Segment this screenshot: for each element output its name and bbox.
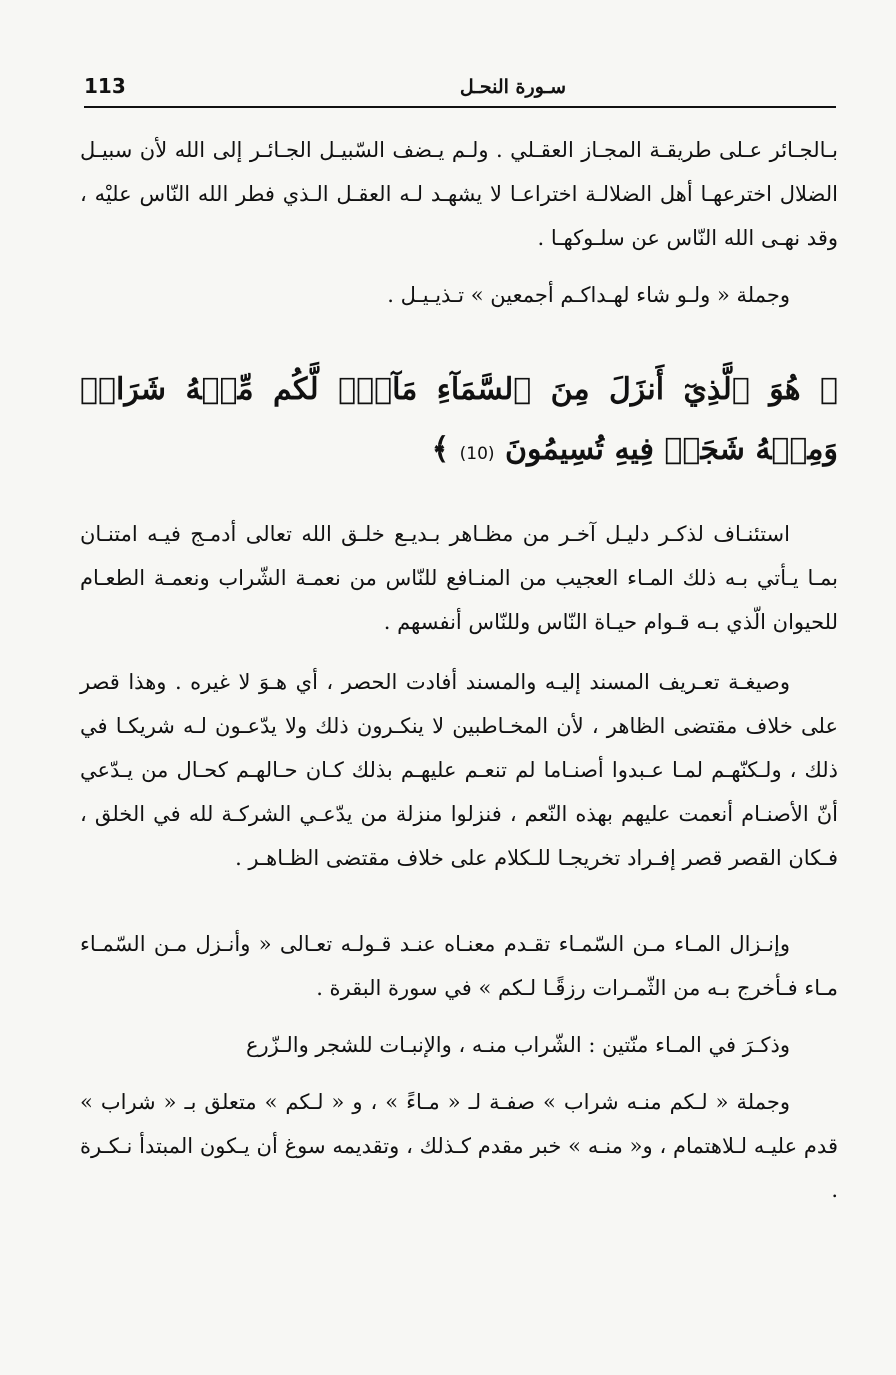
paragraph-4-text: وصيغـة تعـريف المسند إليـه والمسند أفادت الحصر ، أي هـوَ لا غيره . وهذا قصر على خلاف مقتضى الظاهر ، لأن المخـاطبين لا ينكـرون ذلك ولا يدّعـون لـه شريكـا في ذلك ، ولـكنّهـم لمـا عـبدوا أصنـاما لم تنعـم عليهـم بذلك كـان حـالهـم كحـال من يـدّعي أنّ الأصنـام أنعمت عليهم بهذه النّعم ، فنزلوا منزلة من يدّعـي الشركـة لله في الخلق ، فـكان القصر قصر إفـراد تخريجـا للـكلام على خلاف مقتضى الظـاهـر . xyxy=(80,670,838,870)
paragraph-3 xyxy=(80,512,838,644)
surah-title: سـورة النحـل xyxy=(459,76,566,98)
paragraph-5 xyxy=(80,922,838,1010)
paragraph-3-text: استئنـاف لذكـر دليـل آخـر من مظـاهر بـديـع خلـق الله تعالى أدمـج فيـه امتنـان بمـا يـأتي بـه ذلك المـاء العجيب من المنـافع للنّاس من نعمـة الشّراب ونعمـة الطعـام للحيوان الّذي بـه قـوام حيـاة النّاس وللنّاس أنفسهم . xyxy=(80,522,838,634)
quran-verse xyxy=(80,360,838,484)
paragraph-2-text: وجملة « ولـو شاء لهـداكـم أجمعين » تـذيـيـل . xyxy=(387,283,790,307)
verse-text: هُوَ ٱلَّذِيٓ أَنزَلَ مِنَ ٱلسَّمَآءِ مَآءٗۖ لَّكُم مِّنۡهُ شَرَابٞ وَمِنۡهُ شَجَرٞ فِيهِ تُسِيمُونَ xyxy=(80,372,838,467)
paragraph-6 xyxy=(80,1023,838,1067)
verse-open-bracket: ﴿ xyxy=(819,372,838,407)
page-number: 113 xyxy=(84,74,126,98)
verse-number: (10) xyxy=(459,444,495,464)
paragraph-6-text: وذكـرَ في المـاء منّتين : الشّراب منـه ، والإنبـات للشجر والـزّرع xyxy=(245,1033,790,1057)
paragraph-5-text: وإنـزال المـاء مـن السّمـاء تقـدم معنـاه عنـد قـولـه تعـالى « وأنـزل مـن السّمـاء مـاء فـأخرج بـه من الثّمـرات رزقًـا لـكم » في سورة البقرة . xyxy=(80,932,838,1000)
verse-close-bracket: ﴾ xyxy=(431,432,450,467)
paragraph-4 xyxy=(80,660,838,880)
paragraph-7 xyxy=(80,1080,838,1212)
paragraph-2 xyxy=(80,273,838,317)
page-header xyxy=(84,72,836,108)
paragraph-1: بـالجـائر عـلى طريقـة المجـاز العقـلي . ولـم يـضف السّبيـل الجـائـر إلى الله لأن سبيـل الضلال اخترعهـا أهل الضلالـة اختراعـا لا يشهـد لـه العقـل الـذي فطر الله النّاس عليْه ، وقد نهـى الله النّاس عن سلـوكهـا . xyxy=(80,138,838,250)
paragraph-7-text: وجملة « لـكم منـه شراب » صفـة لـ « مـاءً » ، و « لـكم » متعلق بـ « شراب » قدم عليـه لـلاهتمام ، و« منـه » خبر مقدم كـذلك ، وتقديمه سوغ أن يـكون المبتدأ نـكـرة . xyxy=(80,1090,838,1202)
